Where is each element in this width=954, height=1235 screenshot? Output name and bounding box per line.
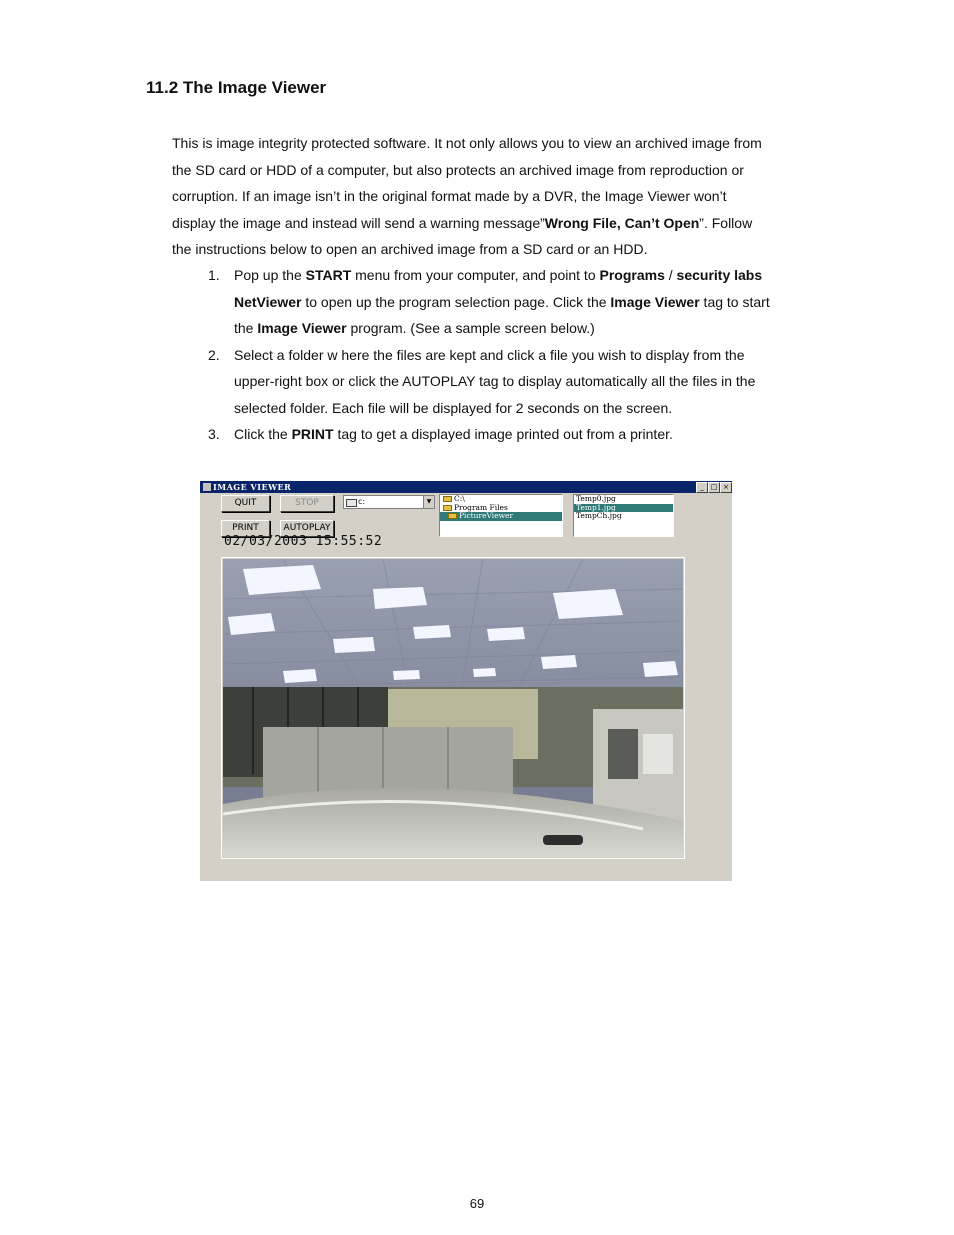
- chevron-down-icon[interactable]: ▼: [423, 496, 434, 508]
- quit-button[interactable]: QUIT: [221, 495, 270, 512]
- step-number: 2.: [208, 346, 220, 363]
- step-text: Pop up the: [234, 267, 306, 283]
- window-titlebar[interactable]: [200, 481, 732, 493]
- step-text: program. (See a sample screen below.): [346, 320, 595, 336]
- step-item: [172, 262, 772, 342]
- drive-select[interactable]: [343, 495, 435, 509]
- image-timestamp: 02/03/2003 15:55:52: [224, 534, 383, 549]
- close-icon[interactable]: ×: [720, 482, 732, 493]
- step-bold: Image Viewer: [610, 293, 700, 310]
- instruction-steps: [172, 262, 772, 448]
- step-text: menu from your computer, and point to: [351, 267, 600, 283]
- step-text: Click the: [234, 426, 292, 442]
- folder-item-selected[interactable]: PictureViewer: [440, 512, 562, 521]
- folder-icon: [443, 505, 452, 511]
- step-bold: PRINT: [291, 426, 334, 442]
- step-text: to open up the program selection page. Click the: [301, 293, 611, 310]
- intro-paragraph: [172, 130, 772, 263]
- window-title: IMAGE VIEWER: [213, 482, 292, 492]
- step-bold: security labs NetViewer: [234, 267, 763, 310]
- step-text: tag to start the: [234, 293, 770, 336]
- step-text: /: [664, 267, 677, 283]
- step-number: 3.: [208, 426, 220, 442]
- folder-icon: [443, 496, 452, 502]
- step-bold: START: [305, 267, 352, 283]
- minimize-icon[interactable]: _: [696, 482, 708, 493]
- folder-item[interactable]: Program Files: [440, 504, 562, 513]
- file-item[interactable]: Temp0.jpg: [576, 494, 616, 503]
- step-bold: Programs: [599, 267, 665, 283]
- drive-icon: [346, 499, 357, 507]
- step-text: Select a folder w here the files are kept and click a file you wish to display from the upper-right box or click the AUTOPLAY tag to display automatically all the files in the selected folder. Each file will be displayed for 2 seconds on the screen.: [234, 346, 756, 416]
- file-item-selected[interactable]: Temp1.jpg: [574, 504, 673, 513]
- file-item[interactable]: TempCh.jpg: [576, 511, 622, 520]
- step-item: [172, 421, 772, 448]
- step-bold: Image Viewer: [257, 320, 347, 336]
- warning-message: Wrong File, Can’t Open: [544, 214, 700, 231]
- page-number: 69: [469, 1196, 485, 1211]
- intro-text-1: This is image integrity protected software. It not only allows you to view an archived image from the SD card or HDD of a computer, but also protects an archived image from reproduction or corruption. If an image isn’t in the original format made by a DVR, the Image Viewer won’t display the image and instead will send a warning message”: [172, 135, 762, 231]
- section-heading: 11.2 The Image Viewer: [146, 78, 327, 97]
- drive-value: c:: [358, 497, 366, 506]
- image-viewer-window: [200, 481, 732, 881]
- step-text: tag to get a displayed image printed out from a printer.: [333, 426, 673, 442]
- maximize-icon[interactable]: □: [708, 482, 720, 493]
- stop-button[interactable]: STOP: [280, 495, 334, 512]
- step-item: [172, 342, 772, 422]
- displayed-image: [223, 559, 683, 857]
- folder-open-icon: [448, 513, 457, 519]
- app-icon: [203, 483, 211, 491]
- step-number: 1.: [208, 267, 220, 283]
- folder-item[interactable]: C:\: [440, 495, 562, 504]
- print-button[interactable]: PRINT: [221, 520, 270, 537]
- autoplay-button[interactable]: AUTOPLAY: [280, 520, 334, 537]
- intro-text-2: ”. Follow the instructions below to open an archived image from a SD card or an HDD.: [172, 214, 753, 257]
- file-list[interactable]: [573, 494, 674, 537]
- folder-list[interactable]: [439, 494, 563, 537]
